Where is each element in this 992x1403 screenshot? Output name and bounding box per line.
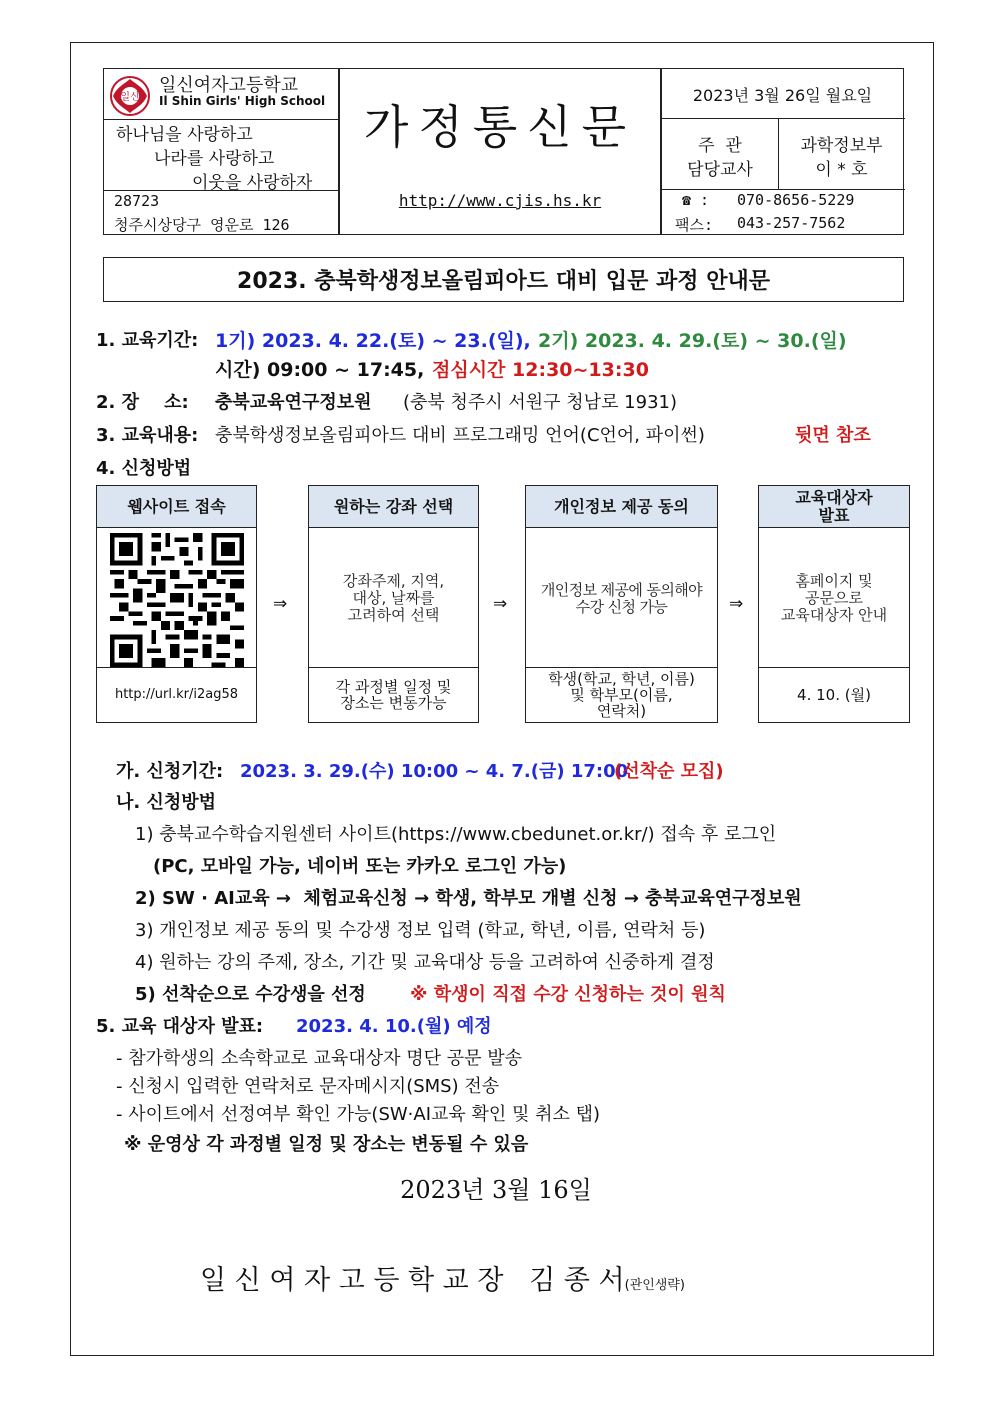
training-content: 충북학생정보올림피아드 대비 프로그래밍 언어(C언어, 파이썬) [215, 425, 705, 446]
section5-label: 5. 교육 대상자 발표: [96, 1016, 264, 1037]
motto-line-1: 하나님을 사랑하고 [116, 125, 253, 145]
step3-foot: 학생(학교, 학년, 이름) 및 학부모(이름, 연락처) [526, 667, 717, 722]
announcement-item-3: - 사이트에서 선정여부 확인 가능(SW·AI교육 확인 및 취소 탭) [116, 1104, 601, 1125]
signer-name: 일 신 여 자 고 등 학 교 장 김 종 서 [200, 1265, 625, 1296]
announcement-item-2: - 신청시 입력한 연락처로 문자메시지(SMS) 전송 [116, 1076, 500, 1097]
step4-body: 홈페이지 및 공문으로 교육대상자 안내 [780, 572, 888, 624]
lunch-time: 점심시간 12:30~13:30 [432, 359, 649, 381]
issue-weekday-date: 2023년 3월 26일 월요일 [692, 86, 873, 105]
method-step-1: 1) 충북교수학습지원센터 사이트(https://www.cbedunet.or.kr/) 접속 후 로그인 [135, 824, 777, 845]
notice-title: 2023. 충북학생정보올림피아드 대비 입문 과정 안내문 [237, 269, 770, 294]
section4-label: 4. 신청방법 [96, 458, 192, 479]
step3-body: 개인정보 제공에 동의해야 수강 신청 가능 [540, 580, 703, 616]
seal-omitted-note: (관인생략) [624, 1278, 685, 1293]
section3-label: 3. 교육내용: [96, 425, 199, 446]
principal-signature [200, 1258, 685, 1297]
organizer-label: 주 관 [698, 136, 742, 156]
period-note: (선착순 모집) [614, 761, 724, 782]
step2-foot: 각 과정별 일정 및 장소는 변동가능 [309, 667, 478, 722]
postal-code: 28723 [114, 192, 160, 210]
phone-label: ☎ : [682, 191, 710, 209]
school-name-en: Il Shin Girls' High School [159, 94, 326, 108]
announcement-item-1: - 참가학생의 소속학교로 교육대상자 명단 공문 발송 [116, 1048, 522, 1069]
teacher-name: 이 * 호 [815, 160, 868, 180]
school-logo [109, 75, 151, 117]
method-step-4: 4) 원하는 강의 주제, 장소, 기간 및 교육대상 등을 고려하여 신중하게 결정 [135, 952, 715, 973]
phone-number: 070-8656-5229 [737, 191, 855, 209]
motto-line-3: 이웃을 사랑하자 [192, 173, 313, 193]
school-name-ko: 일신여자고등학교 [159, 75, 299, 96]
step2-head: 원하는 강좌 선택 [309, 486, 478, 528]
section1-label: 1. 교육기간: [96, 330, 199, 351]
step4-head: 교육대상자 발표 [759, 486, 909, 528]
see-back-note: 뒷면 참조 [795, 425, 871, 446]
schedule-change-note: ※ 운영상 각 과정별 일정 및 장소는 변동될 수 있음 [124, 1134, 529, 1155]
notice-title-box [103, 257, 904, 302]
issue-date: 2023년 3월 16일 [400, 1176, 592, 1204]
step-website-access [96, 485, 257, 723]
flow-arrow-2: ⇒ [493, 594, 508, 614]
section2-label: 2. 장 소: [96, 392, 189, 413]
newsletter-title: 가정통신문 [363, 100, 637, 154]
newsletter-title-box [339, 68, 661, 235]
method-label: 나. 신청방법 [116, 792, 217, 813]
step2-body: 강좌주제, 지역, 대상, 날짜를 고려하여 선택 [342, 572, 445, 624]
period-label: 가. 신청기간: [116, 761, 224, 782]
method-step-2: 2) SW · AI교육 → 체험교육신청 → 학생, 학부모 개별 신청 → 충북교육연구정보원 [135, 888, 802, 909]
step-announcement [758, 485, 910, 723]
step-privacy-consent [525, 485, 718, 723]
announcement-date: 2023. 4. 10.(월) 예정 [296, 1016, 492, 1037]
contact-info-box [661, 68, 904, 235]
step3-head: 개인정보 제공 동의 [526, 486, 717, 528]
school-info-box [103, 68, 339, 235]
flow-arrow-3: ⇒ [729, 594, 744, 614]
step-choose-course [308, 485, 479, 723]
application-period: 2023. 3. 29.(수) 10:00 ~ 4. 7.(금) 17:00 [240, 761, 629, 782]
training-place-address: (충북 청주시 서원구 청남로 1931) [403, 392, 678, 413]
school-website-link[interactable]: http://www.cjis.hs.kr [398, 191, 602, 210]
method-step-5: 5) 선착순으로 수강생을 선정 [135, 984, 366, 1005]
training-place: 충북교육연구정보원 [215, 392, 372, 413]
term2: 2기) 2023. 4. 29.(토) ~ 30.(일) [538, 330, 847, 352]
svg-text:일신: 일신 [120, 92, 140, 103]
qr-code-icon[interactable] [110, 533, 244, 667]
training-time: 시간) 09:00 ~ 17:45, [215, 359, 425, 381]
motto-line-2: 나라를 사랑하고 [154, 149, 275, 169]
school-address: 청주시상당구 영운로 126 [114, 216, 290, 234]
step1-url[interactable]: http://url.kr/i2ag58 [97, 667, 256, 722]
fax-number: 043-257-7562 [737, 214, 846, 232]
method-step-3: 3) 개인정보 제공 동의 및 수강생 정보 입력 (학교, 학년, 이름, 연락처 등) [135, 920, 706, 941]
fax-label: 팩스: [675, 216, 714, 234]
step1-head: 웹사이트 접속 [97, 486, 256, 528]
flow-arrow-1: ⇒ [273, 594, 288, 614]
method-step-5-note: ※ 학생이 직접 수강 신청하는 것이 원칙 [410, 984, 726, 1005]
method-step-1-sub: (PC, 모바일 가능, 네이버 또는 카카오 로그인 가능) [153, 856, 567, 877]
department-name: 과학정보부 [800, 136, 883, 156]
term1: 1기) 2023. 4. 22.(토) ~ 23.(일), [215, 330, 531, 352]
step4-foot: 4. 10. (월) [759, 667, 909, 722]
teacher-label: 담당교사 [687, 160, 753, 180]
